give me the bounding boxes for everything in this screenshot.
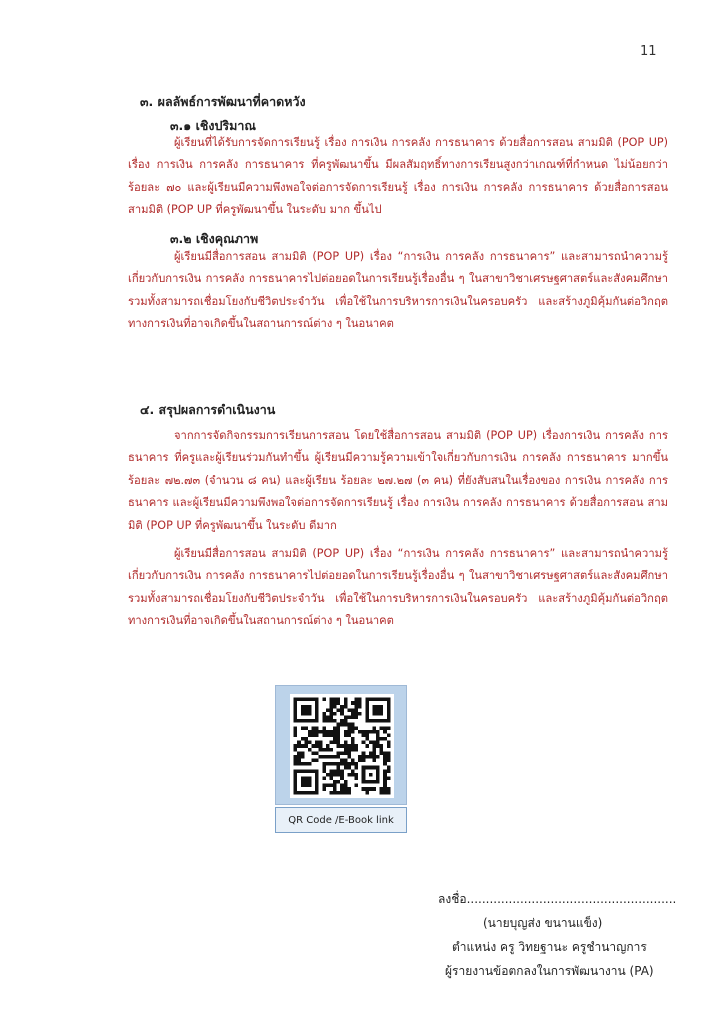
signer-role: ผู้รายงานข้อตกลงในการพัฒนางาน (PA) — [445, 964, 654, 978]
section4-paragraph-2: ผู้เรียนมีสื่อการสอน สามมิติ (POP UP) เรื่อง “การเงิน การคลัง การธนาคาร” และสามารถนำความรู้เกี่ยวกับการเงิน การคลัง การธนาคารไปต่อยอดในการเรียนรู้เรื่องอื่น ๆ ในสาขาวิชาเศรษฐศาสตร์และสังคมศึกษา รวมทั้งสามารถเชื่อมโยงกับชีวิตประจำวัน เพื่อใช้ในการบริหารการเงินในครอบครัว และสร้างภูมิคุ้มกันต่อวิกฤตทางการเงินที่อาจเกิดขึ้นในสถานการณ์ต่าง ๆ ในอนาคต — [128, 547, 668, 628]
signer-name: (นายบุญส่ง ขนานแข็ง) — [483, 916, 603, 930]
section3-sub1-text: ผู้เรียนที่ได้รับการจัดการเรียนรู้ เรื่อง การเงิน การคลัง การธนาคาร ด้วยสื่อการสอน สามมิติ (POP UP) เรื่อง การเงิน การคลัง การธนาคาร ที่ครูพัฒนาขึ้น มีผลสัมฤทธิ์ทางการเรียนสูงกว่าเกณฑ์ที่กำหนด ไม่น้อยกว่าร้อยละ ๗๐ และผู้เรียนมีความพึงพอใจต่อการจัดการเรียนรู้ เรื่อง การเงิน การคลัง การธนาคาร ด้วยสื่อการสอน สามมิติ (POP UP ที่ครูพัฒนาขึ้น ในระดับ มาก ขึ้นไป — [128, 136, 668, 217]
signer-position: ตำแหน่ง ครู วิทยฐานะ ครูชำนาญการ — [452, 940, 647, 954]
page-number: 11 — [640, 44, 657, 59]
signature-line: ลงชื่อ....................................................... — [438, 892, 677, 906]
section3-sub1-title: ๓.๑ เชิงปริมาณ — [170, 118, 256, 133]
section3-sub2-title: ๓.๒ เชิงคุณภาพ — [170, 231, 259, 246]
qr-caption: QR Code /E-Book link — [275, 807, 407, 833]
section4-title: ๔. สรุปผลการดำเนินงาน — [140, 402, 276, 417]
section3-sub2-text: ผู้เรียนมีสื่อการสอน สามมิติ (POP UP) เรื่อง “การเงิน การคลัง การธนาคาร” และสามารถนำความรู้เกี่ยวกับการเงิน การคลัง การธนาคารไปต่อยอดในการเรียนรู้เรื่องอื่น ๆ ในสาขาวิชาเศรษฐศาสตร์และสังคมศึกษา รวมทั้งสามารถเชื่อมโยงกับชีวิตประจำวัน เพื่อใช้ในการบริหารการเงินในครอบครัว และสร้างภูมิคุ้มกันต่อวิกฤตทางการเงินที่อาจเกิดขึ้นในสถานการณ์ต่าง ๆ ในอนาคต — [128, 250, 668, 331]
qr-code-frame — [275, 685, 407, 805]
qr-code-icon[interactable] — [286, 694, 398, 798]
section3-title: ๓. ผลลัพธ์การพัฒนาที่คาดหวัง — [140, 94, 306, 109]
section4-paragraph-1: จากการจัดกิจกรรมการเรียนการสอน โดยใช้สื่อการสอน สามมิติ (POP UP) เรื่องการเงิน การคลัง การธนาคาร ที่ครูและผู้เรียนร่วมกันทำขึ้น ผู้เรียนมีความรู้ความเข้าใจเกี่ยวกับการเงิน การคลัง การธนาคาร มากขึ้น ร้อยละ ๗๒.๗๓ (จำนวน ๘ คน) และผู้เรียน ร้อยละ ๒๗.๒๗ (๓ คน) ที่ยังสับสนในเรื่องของ การเงิน การคลัง การธนาคาร และผู้เรียนมีความพึงพอใจต่อการจัดการเรียนรู้ เรื่อง การเงิน การคลัง การธนาคาร ด้วยสื่อการสอน สามมิติ (POP UP ที่ครูพัฒนาขึ้น ในระดับ ดีมาก — [128, 429, 668, 532]
